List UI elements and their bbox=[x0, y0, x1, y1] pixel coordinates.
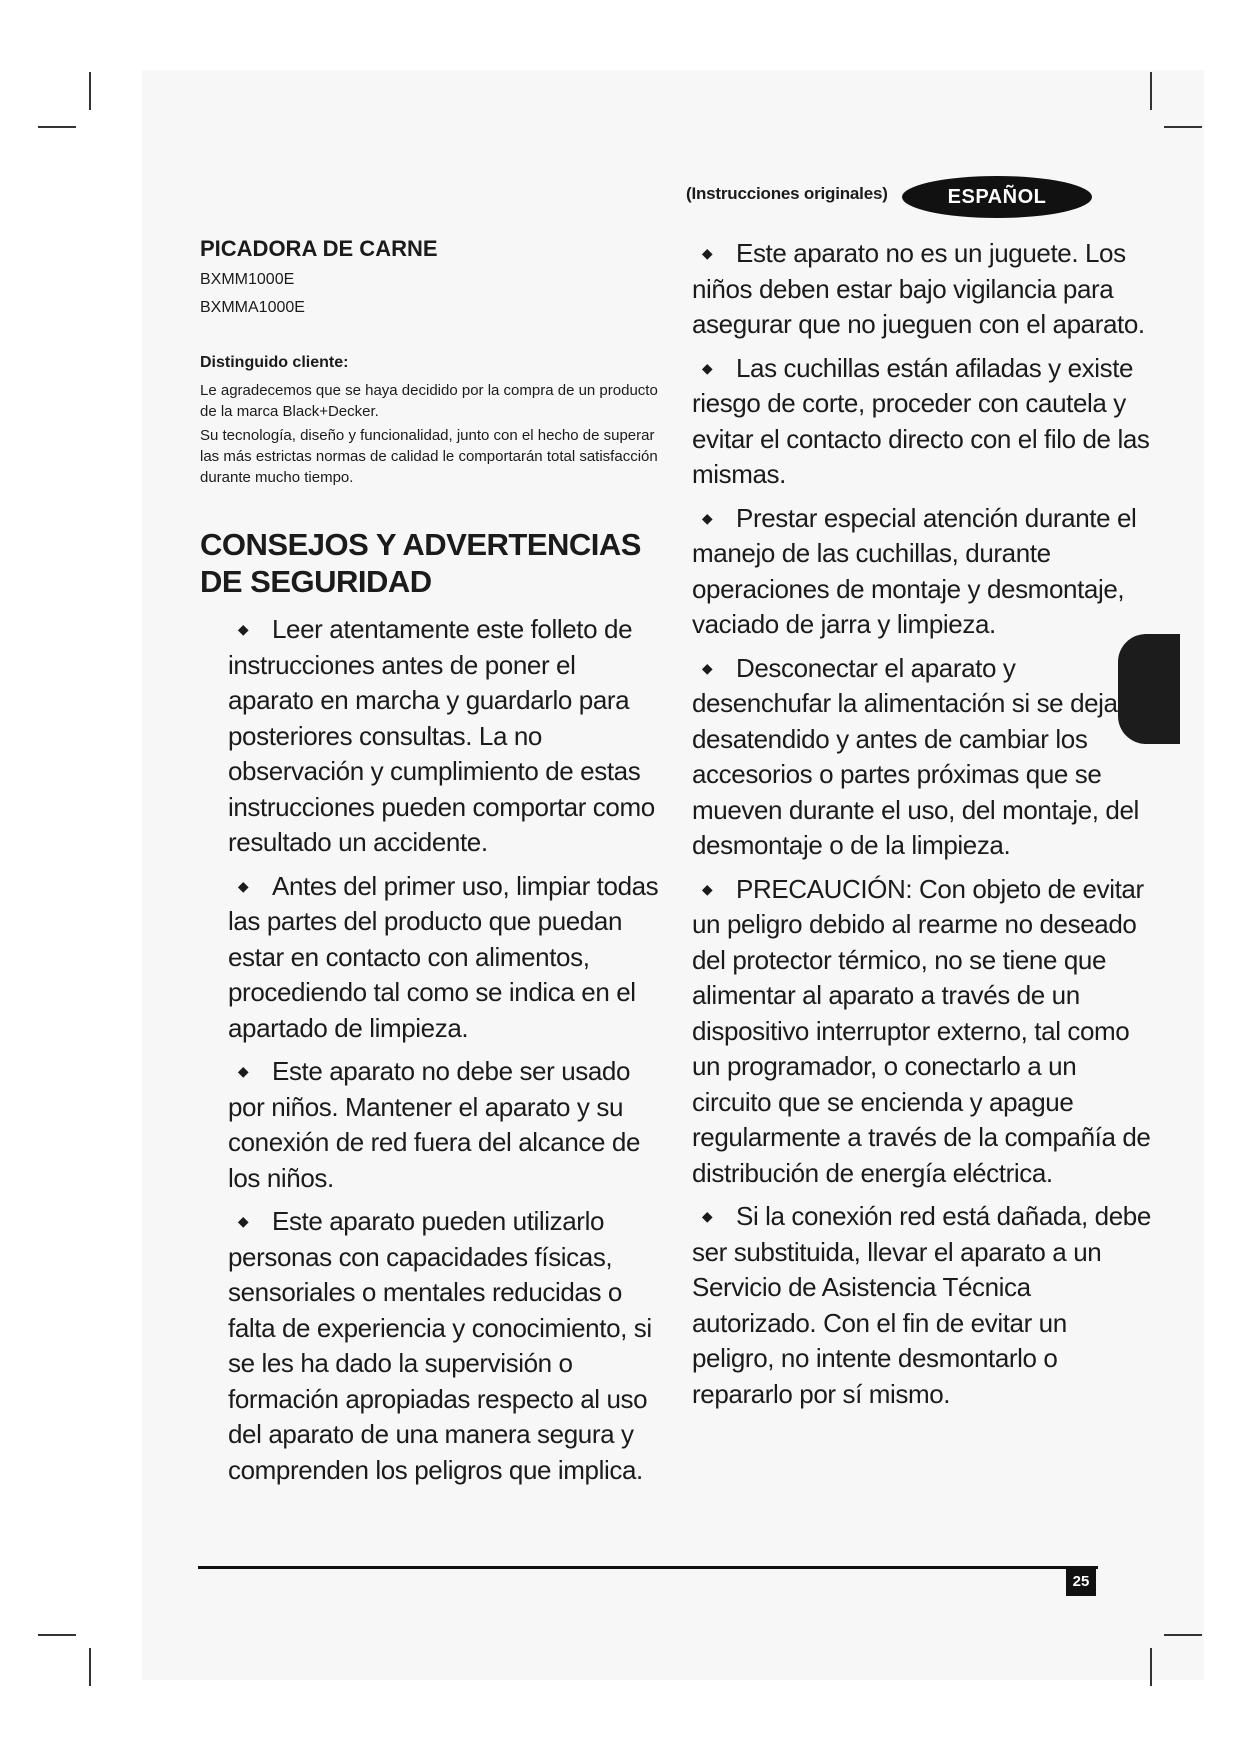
model-number: BXMMA1000E bbox=[200, 299, 305, 316]
safety-item-text: Las cuchillas están afiladas y existe riesgo de corte, proceder con cautela y evitar el contacto directo con el filo de las mismas. bbox=[692, 352, 1150, 489]
greeting-paragraph: Le agradecemos que se haya decidido por la compra de un producto de la marca Black+Decker. bbox=[200, 382, 658, 420]
safety-list-left bbox=[228, 612, 660, 1488]
diamond-bullet-icon: ◆ bbox=[701, 359, 713, 376]
model-number: BXMM1000E bbox=[200, 271, 295, 288]
product-title: PICADORA DE CARNE bbox=[200, 236, 438, 261]
diamond-bullet-icon: ◆ bbox=[701, 509, 713, 526]
language-badge: ESPAÑOL bbox=[902, 176, 1092, 218]
safety-item bbox=[228, 1054, 660, 1196]
diamond-bullet-icon: ◆ bbox=[701, 880, 713, 897]
safety-list-right bbox=[692, 236, 1152, 1412]
crop-mark-bottom-right-h bbox=[1164, 1634, 1202, 1636]
greeting-paragraph: Su tecnología, diseño y funcionalidad, junto con el hecho de superar las más estrictas normas de calidad le comportarán total satisfacción durante mucho tiempo. bbox=[200, 427, 658, 486]
crop-mark-bottom-left-h bbox=[38, 1634, 76, 1636]
safety-item bbox=[692, 872, 1152, 1192]
diamond-bullet-icon: ◆ bbox=[237, 621, 249, 637]
safety-item bbox=[228, 869, 660, 1047]
crop-mark-bottom-left-v bbox=[89, 1648, 91, 1686]
left-column bbox=[200, 236, 660, 1496]
safety-item bbox=[692, 651, 1152, 864]
footer-rule bbox=[198, 1566, 1098, 1569]
diamond-bullet-icon: ◆ bbox=[701, 659, 713, 676]
safety-item-text: Leer atentamente este folleto de instrucciones antes de poner el aparato en marcha y guardarlo para posteriores consultas. La no observación y cumplimiento de estas instrucciones pueden comportar como resultado un accidente. bbox=[228, 614, 655, 857]
right-column bbox=[692, 236, 1152, 1420]
diamond-bullet-icon: ◆ bbox=[237, 1063, 249, 1079]
diamond-bullet-icon: ◆ bbox=[701, 1208, 713, 1224]
safety-item-text: Antes del primer uso, limpiar todas las partes del producto que puedan estar en contacto con alimentos, procediendo tal como se indica en el apartado de limpieza. bbox=[228, 870, 659, 1043]
safety-item bbox=[228, 1204, 660, 1488]
crop-mark-top-left-v bbox=[89, 72, 91, 110]
safety-item bbox=[692, 236, 1152, 343]
crop-mark-bottom-right-v bbox=[1150, 1648, 1152, 1686]
safety-item-text: PRECAUCIÓN: Con objeto de evitar un peligro debido al rearme no deseado del protector térmico, no se tiene que alimentar al aparato a través de un dispositivo interruptor externo, tal como un programador, o conectarlo a un circuito que se encienda y apague regularmente a través de la compañía de distribución de energía eléctrica. bbox=[692, 873, 1151, 1188]
safety-item bbox=[692, 1199, 1152, 1412]
crop-mark-top-right-h bbox=[1164, 126, 1202, 128]
instructions-subtitle: (Instrucciones originales) bbox=[686, 184, 888, 203]
safety-item-text: Este aparato no debe ser usado por niños. Mantener el aparato y su conexión de red fuera del alcance de los niños. bbox=[228, 1056, 641, 1193]
diamond-bullet-icon: ◆ bbox=[701, 245, 713, 261]
safety-section-title: CONSEJOS Y ADVERTENCIAS DE SEGURIDAD bbox=[200, 527, 641, 599]
page-number: 25 bbox=[1066, 1566, 1096, 1596]
greeting-title: Distinguido cliente: bbox=[200, 354, 349, 371]
crop-mark-top-left-h bbox=[38, 126, 76, 128]
safety-item bbox=[692, 501, 1152, 643]
safety-item-text: Este aparato pueden utilizarlo personas con capacidades físicas, sensoriales o mentales reducidas o falta de experiencia y conocimiento, si se les ha dado la supervisión o formación apropiadas respecto al uso del aparato de una manera segura y comprenden los peligros que implica. bbox=[228, 1206, 652, 1485]
diamond-bullet-icon: ◆ bbox=[237, 1213, 249, 1229]
safety-item bbox=[692, 351, 1152, 493]
safety-item bbox=[228, 612, 660, 861]
safety-item-text: Prestar especial atención durante el manejo de las cuchillas, durante operaciones de montaje y desmontaje, vaciado de jarra y limpieza. bbox=[692, 502, 1137, 639]
safety-item-text: Desconectar el aparato y desenchufar la alimentación si se deja desatendido y antes de cambiar los accesorios o partes próximas que se mueven durante el uso, del montaje, del desmontaje o de la limpieza. bbox=[692, 652, 1139, 860]
diamond-bullet-icon: ◆ bbox=[237, 877, 249, 894]
safety-item-text: Si la conexión red está dañada, debe ser substituida, llevar el aparato a un Servicio de Asistencia Técnica autorizado. Con el fin de evitar un peligro, no intente desmontarlo o repararlo por sí mismo. bbox=[692, 1201, 1151, 1409]
crop-mark-top-right-v bbox=[1150, 72, 1152, 110]
safety-item-text: Este aparato no es un juguete. Los niños deben estar bajo vigilancia para asegurar que no jueguen con el aparato. bbox=[692, 238, 1145, 339]
